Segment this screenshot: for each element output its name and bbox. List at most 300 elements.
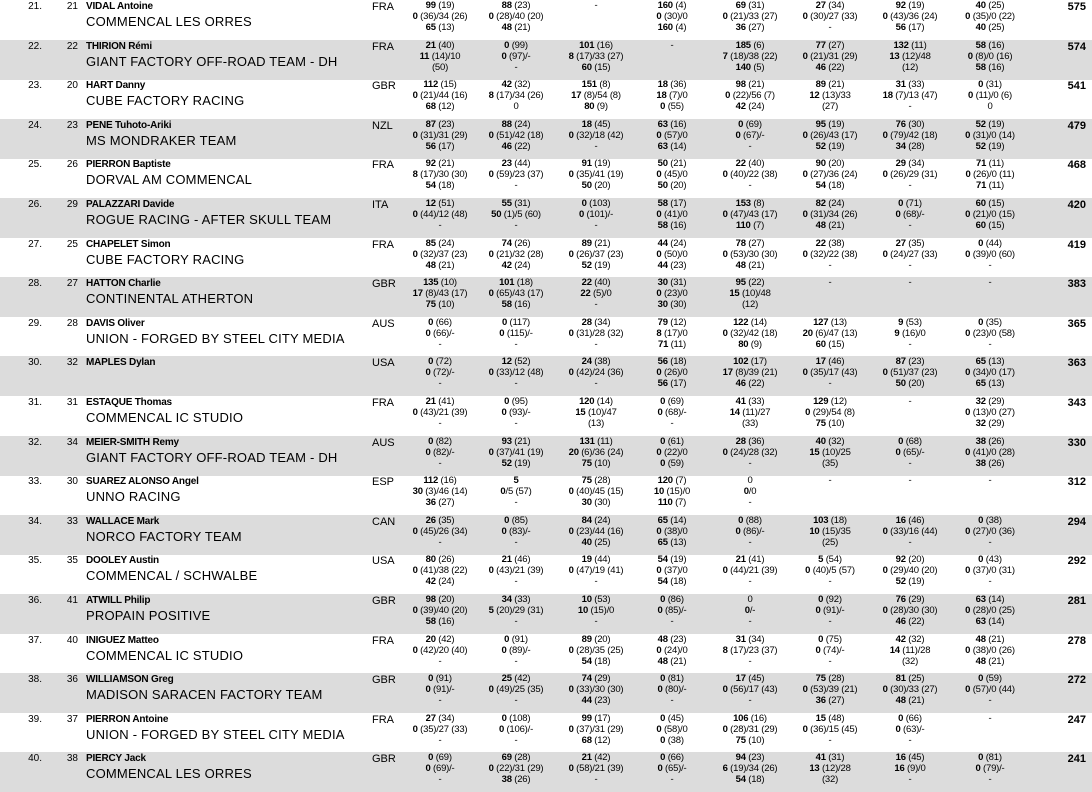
- plate-number: 23: [66, 119, 78, 131]
- stage-points: 0 (71): [898, 198, 922, 209]
- rank-position: 34.: [28, 515, 42, 527]
- stage-points: 44 (24): [657, 237, 687, 249]
- table-row: [0, 436, 1092, 476]
- stage-points: 0 (69): [738, 118, 762, 130]
- stage-breakdown: 0 (69)/-: [425, 763, 455, 775]
- stage-breakdown: 0 (38)/0 (26): [965, 644, 1015, 656]
- stage-final: 80 (9): [584, 101, 608, 113]
- stage-result-cell: [704, 554, 796, 587]
- stage-breakdown: 0 (40)/5 (57): [805, 565, 855, 577]
- stage-result-cell: [864, 238, 956, 271]
- stage-final: -: [908, 457, 912, 469]
- stage-result-cell: [470, 634, 562, 667]
- stage-breakdown: 0/-: [744, 605, 756, 616]
- total-points: 383: [1067, 278, 1086, 291]
- stage-final: 52 (19): [975, 140, 1005, 152]
- stage-breakdown: 13 (12)/28: [809, 763, 851, 775]
- stage-final: -: [438, 655, 442, 667]
- rider-name: HART Danny: [86, 80, 146, 92]
- stage-breakdown: 15 (10)/47: [575, 407, 617, 418]
- stage-points: 19 (44): [581, 554, 611, 566]
- stage-breakdown: 0 (50)/0: [656, 248, 688, 260]
- nationality: GBR: [372, 674, 396, 687]
- stage-result-cell: [864, 594, 956, 627]
- stage-points: 0 (85): [504, 514, 528, 526]
- stage-result-cell: [704, 40, 796, 73]
- stage-breakdown: 0 (66)/-: [425, 327, 455, 339]
- stage-breakdown: 0 (21)/44 (16): [412, 90, 468, 102]
- stage-result-cell: [470, 515, 562, 548]
- stage-final: -: [670, 695, 674, 707]
- stage-breakdown: 0 (26)/37 (23): [568, 248, 624, 260]
- stage-points: 99 (17): [581, 712, 611, 724]
- stage-result-cell: [864, 40, 956, 73]
- stage-final: -: [514, 655, 518, 667]
- stage-breakdown: 0 (86)/-: [735, 525, 765, 537]
- stage-points: 78 (27): [735, 237, 765, 249]
- stage-result-cell: [864, 277, 956, 310]
- plate-number: 28: [66, 317, 78, 329]
- stage-final: 71 (11): [657, 338, 686, 350]
- total-points: 420: [1067, 199, 1086, 211]
- stage-result-cell: [704, 475, 796, 508]
- stage-final: 0: [513, 101, 519, 113]
- stage-breakdown: 0 (93)/-: [501, 407, 531, 418]
- stage-points: 24 (38): [581, 356, 611, 368]
- rank-position: 26.: [28, 199, 42, 210]
- plate-number: 41: [66, 595, 78, 606]
- stage-points: 77 (27): [815, 39, 845, 51]
- stage-final: -: [514, 695, 518, 707]
- stage-breakdown: [784, 486, 876, 497]
- stage-breakdown: 0 (21)/32 (28): [488, 248, 544, 260]
- stage-breakdown: 8 (17)/23 (37): [722, 644, 778, 656]
- stage-breakdown: 8 (17)/0: [656, 327, 688, 339]
- stage-result-cell: [704, 198, 796, 231]
- stage-points: 0 (86): [660, 594, 684, 605]
- stage-points: 0 (81): [660, 673, 684, 685]
- stage-breakdown: 0 (21)/31 (29): [802, 50, 858, 62]
- stage-final: -: [988, 536, 992, 548]
- stage-points: 0: [747, 594, 753, 605]
- stage-breakdown: [944, 724, 1036, 735]
- stage-points: 0 (66): [428, 316, 452, 328]
- stage-result-cell: [784, 634, 876, 667]
- stage-points: 58 (16): [975, 39, 1005, 51]
- stage-final: -: [438, 774, 442, 786]
- stage-points: 82 (24): [815, 198, 845, 209]
- table-row: [0, 356, 1092, 396]
- stage-final: 46 (22): [815, 61, 845, 73]
- stage-points: 0 (38): [978, 514, 1002, 526]
- stage-result-cell: [944, 0, 1036, 33]
- stage-points: 28 (36): [735, 435, 765, 447]
- stage-result-cell: [944, 752, 1036, 785]
- stage-final: 30 (30): [581, 497, 611, 509]
- stage-points: 32 (29): [975, 396, 1005, 407]
- stage-result-cell: [944, 119, 1036, 152]
- plate-number: 38: [66, 753, 78, 765]
- stage-final: 52 (19): [895, 576, 925, 588]
- rank-position: 37.: [28, 634, 42, 646]
- stage-breakdown: 10 (15)/35: [809, 525, 851, 537]
- stage-final: -: [908, 101, 912, 113]
- stage-result-cell: [470, 356, 562, 389]
- stage-points: 0 (66): [660, 752, 684, 764]
- stage-points: 69 (28): [501, 752, 531, 764]
- stage-points: 21 (40): [425, 39, 455, 51]
- stage-points: 16 (46): [895, 514, 925, 526]
- stage-final: -: [594, 140, 598, 152]
- stage-points: 69 (31): [735, 0, 765, 11]
- stage-final: 65 (13): [657, 536, 687, 548]
- stage-result-cell: [470, 79, 562, 112]
- stage-result-cell: [470, 673, 562, 706]
- stage-result-cell: [944, 713, 1036, 746]
- stage-points: 127 (13): [813, 316, 847, 328]
- stage-breakdown: 0 (24)/28 (32): [722, 446, 778, 458]
- stage-breakdown: 0 (41)/38 (22): [412, 565, 468, 577]
- stage-breakdown: 0 (39)/40 (20): [412, 605, 468, 616]
- stage-breakdown: 12 (13)/33: [809, 90, 851, 102]
- stage-final: -: [438, 378, 442, 390]
- stage-points: 101 (18): [499, 277, 533, 289]
- stage-final: -: [908, 734, 912, 746]
- stage-points: 85 (24): [425, 237, 455, 249]
- stage-breakdown: 22 (5)/0: [580, 288, 612, 300]
- stage-breakdown: 0/0: [743, 486, 757, 498]
- stage-final: -: [988, 259, 992, 271]
- stage-result-cell: [470, 594, 562, 627]
- stage-breakdown: 0 (36)/34 (26): [412, 11, 468, 22]
- stage-points: 16 (45): [895, 752, 925, 764]
- stage-final: -: [514, 576, 518, 588]
- stage-points: 0 (44): [978, 237, 1002, 249]
- stage-breakdown: 0 (56)/17 (43): [722, 684, 778, 696]
- stage-result-cell: [470, 198, 562, 231]
- stage-breakdown: 0 (65)/43 (17): [488, 288, 544, 300]
- stage-points: -: [828, 277, 832, 289]
- stage-breakdown: 0 (32)/42 (18): [722, 327, 778, 339]
- stage-points: 30 (31): [657, 277, 687, 289]
- stage-final: [864, 299, 956, 310]
- plate-number: 20: [66, 80, 78, 92]
- stage-points: 92 (19): [895, 0, 925, 11]
- stage-final: 36 (27): [735, 22, 765, 33]
- stage-final: 48 (21): [501, 22, 531, 33]
- stage-result-cell: [704, 356, 796, 389]
- stage-final: (32): [821, 774, 839, 786]
- stage-final: 46 (22): [895, 616, 925, 627]
- stage-points: 27 (34): [425, 712, 455, 724]
- stage-final: 48 (21): [735, 259, 765, 271]
- stage-final: -: [748, 616, 752, 627]
- total-points: 419: [1067, 238, 1086, 251]
- stage-breakdown: 17 (8)/39 (21): [722, 367, 778, 379]
- stage-points: 5: [513, 475, 519, 487]
- stage-breakdown: [864, 288, 956, 299]
- stage-result-cell: [864, 673, 956, 706]
- stage-points: 0 (72): [428, 356, 452, 368]
- stage-points: 93 (21): [501, 435, 531, 447]
- stage-final: 54 (18): [425, 180, 455, 192]
- stage-breakdown: 8 (17)/30 (30): [412, 169, 468, 181]
- stage-final: 140 (5): [735, 61, 765, 73]
- stage-points: 22 (38): [815, 237, 845, 249]
- stage-points: 21 (42): [581, 752, 611, 764]
- stage-result-cell: [704, 515, 796, 548]
- stage-points: 22 (40): [581, 277, 611, 289]
- stage-points: 20 (42): [425, 633, 455, 645]
- total-points: 247: [1067, 713, 1086, 726]
- stage-result-cell: [704, 673, 796, 706]
- stage-breakdown: 0 (35)/27 (33): [412, 723, 468, 735]
- stage-final: -: [828, 22, 832, 33]
- team-name: CONTINENTAL ATHERTON: [86, 291, 254, 307]
- stage-points: 38 (26): [975, 435, 1005, 447]
- stage-breakdown: 0 (40)/45 (15): [568, 486, 624, 498]
- rank-position: 23.: [28, 80, 42, 92]
- stage-breakdown: 0/5 (57): [500, 486, 532, 498]
- stage-result-cell: [784, 475, 876, 508]
- stage-breakdown: 18 (7)/13 (47): [882, 90, 938, 102]
- stage-final: -: [594, 576, 598, 588]
- stage-final: 40 (25): [581, 536, 611, 548]
- stage-breakdown: 0 (43)/36 (24): [882, 11, 938, 22]
- stage-breakdown: 0 (51)/37 (23): [882, 367, 938, 379]
- total-points: 312: [1067, 476, 1086, 489]
- rider-name: CHAPELET Simon: [86, 238, 171, 250]
- stage-points: 0 (103): [581, 198, 611, 209]
- stage-breakdown: 0 (30)/27 (33): [802, 11, 858, 22]
- team-name: COMMENCAL LES ORRES: [86, 14, 252, 29]
- stage-final: -: [828, 655, 832, 667]
- stage-final: 75 (10): [581, 457, 611, 469]
- stage-result-cell: [944, 79, 1036, 112]
- stage-final: -: [438, 734, 442, 746]
- stage-breakdown: 17 (8)/43 (17): [412, 288, 468, 300]
- stage-points: 0 (91): [504, 633, 528, 645]
- stage-points: 17 (45): [735, 673, 765, 685]
- stage-breakdown: 0 (37)/0 (31): [965, 565, 1015, 577]
- stage-result-cell: [704, 317, 796, 350]
- stage-breakdown: 0 (57)/0 (44): [965, 684, 1015, 696]
- rider-name: PIERRON Baptiste: [86, 159, 171, 171]
- stage-points: 129 (12): [813, 396, 847, 407]
- table-row: [0, 475, 1092, 515]
- stage-breakdown: 0 (28)/35 (25): [568, 644, 624, 656]
- stage-points: 42 (32): [501, 79, 531, 91]
- stage-breakdown: 0 (42)/20 (40): [412, 644, 468, 656]
- stage-points: 122 (14): [733, 316, 767, 328]
- total-points: 365: [1067, 317, 1086, 330]
- stage-breakdown: 0 (53)/30 (30): [722, 248, 778, 260]
- stage-points: 92 (20): [895, 554, 925, 566]
- stage-breakdown: 0 (89)/-: [501, 644, 531, 656]
- stage-breakdown: 0 (29)/54 (8): [805, 407, 855, 418]
- stage-points: 63 (16): [657, 118, 687, 130]
- rider-name: HATTON Charlie: [86, 278, 161, 290]
- stage-breakdown: 0 (42)/24 (36): [568, 367, 624, 379]
- stage-points: 58 (17): [657, 198, 687, 209]
- stage-breakdown: 0 (41)/0 (28): [965, 446, 1015, 458]
- nationality: FRA: [372, 1, 394, 13]
- stage-final: 38 (26): [975, 457, 1005, 469]
- stage-breakdown: 0 (32)/18 (42): [568, 129, 624, 141]
- nationality: GBR: [372, 278, 396, 291]
- stage-points: 63 (14): [975, 594, 1005, 605]
- stage-points: 48 (21): [975, 633, 1005, 645]
- stage-final: -: [988, 576, 992, 588]
- stage-final: -: [828, 378, 832, 390]
- stage-final: -: [594, 338, 598, 350]
- stage-breakdown: 0 (72)/-: [425, 367, 455, 379]
- stage-points: 18 (36): [657, 79, 687, 91]
- stage-result-cell: [864, 436, 956, 469]
- stage-breakdown: 0 (33)/12 (48): [488, 367, 544, 379]
- stage-result-cell: [944, 198, 1036, 231]
- stage-result-cell: [470, 713, 562, 746]
- stage-final: 42 (24): [425, 576, 455, 588]
- stage-result-cell: [864, 356, 956, 389]
- stage-points: 71 (11): [975, 158, 1004, 170]
- table-row: [0, 79, 1092, 119]
- stage-points: 132 (11): [893, 39, 927, 51]
- stage-final: 54 (18): [581, 655, 611, 667]
- stage-points: 21 (41): [735, 554, 765, 566]
- total-points: 241: [1067, 753, 1086, 766]
- stage-points: 0 (69): [660, 396, 684, 407]
- rider-name: WALLACE Mark: [86, 515, 160, 527]
- stage-points: 98 (21): [735, 79, 765, 91]
- nationality: FRA: [372, 238, 394, 251]
- team-name: NORCO FACTORY TEAM: [86, 528, 242, 544]
- table-row: [0, 554, 1092, 594]
- stage-points: -: [988, 277, 992, 289]
- stage-breakdown: 0 (85)/-: [657, 605, 687, 616]
- stage-final: -: [514, 338, 518, 350]
- stage-result-cell: [864, 554, 956, 587]
- stage-points: -: [670, 39, 674, 51]
- team-name: MS MONDRAKER TEAM: [86, 132, 237, 148]
- rank-position: 40.: [28, 753, 42, 765]
- stage-final: 63 (14): [657, 140, 687, 152]
- stage-points: 99 (19): [425, 0, 455, 11]
- stage-points: 76 (30): [895, 118, 925, 130]
- rank-position: 36.: [28, 595, 42, 606]
- stage-result-cell: [864, 158, 956, 191]
- table-row: [0, 752, 1092, 792]
- stage-points: 41 (31): [815, 752, 845, 764]
- stage-final: -: [908, 774, 912, 786]
- stage-points: 9 (53): [898, 316, 922, 328]
- stage-result-cell: [784, 277, 876, 310]
- table-row: [0, 396, 1092, 436]
- plate-number: 40: [66, 634, 78, 646]
- stage-final: 48 (21): [425, 259, 455, 271]
- plate-number: 30: [66, 476, 78, 488]
- stage-result-cell: [704, 158, 796, 191]
- stage-final: 0 (59): [660, 457, 684, 469]
- stage-final: 60 (15): [581, 61, 611, 73]
- table-row: [0, 673, 1092, 713]
- stage-result-cell: [470, 436, 562, 469]
- stage-points: 54 (19): [657, 554, 687, 566]
- stage-points: 65 (13): [975, 356, 1005, 368]
- stage-final: 68 (12): [581, 734, 611, 746]
- stage-final: 44 (23): [581, 695, 611, 707]
- stage-final: 54 (18): [657, 576, 687, 588]
- total-points: 278: [1067, 634, 1086, 647]
- team-name: UNION - FORGED BY STEEL CITY MEDIA: [86, 330, 345, 346]
- team-name: COMMENCAL / SCHWALBE: [86, 568, 258, 584]
- stage-breakdown: 0 (65)/-: [657, 763, 687, 775]
- stage-breakdown: 0 (31)/31 (29): [412, 129, 468, 141]
- team-name: UNNO RACING: [86, 489, 181, 505]
- stage-breakdown: 0 (82)/-: [425, 446, 455, 458]
- stage-final: 58 (16): [425, 616, 455, 627]
- stage-result-cell: [704, 0, 796, 33]
- stage-result-cell: [864, 0, 956, 33]
- stage-points: 90 (20): [815, 158, 845, 170]
- nationality: USA: [372, 357, 395, 370]
- stage-result-cell: [704, 119, 796, 152]
- stage-points: 79 (12): [657, 316, 687, 328]
- plate-number: 32: [66, 357, 78, 369]
- stage-points: 92 (21): [425, 158, 455, 170]
- stage-points: 95 (22): [735, 277, 765, 289]
- table-row: [0, 0, 1092, 40]
- stage-breakdown: 0 (30)/33 (27): [882, 684, 938, 696]
- stage-breakdown: 0 (58)/21 (39): [568, 763, 624, 775]
- total-points: 330: [1067, 436, 1086, 449]
- stage-final: -: [438, 220, 442, 231]
- stage-final: -: [908, 536, 912, 548]
- nationality: ITA: [372, 199, 389, 211]
- stage-final: 75 (10): [735, 734, 765, 746]
- stage-points: 81 (25): [895, 673, 925, 685]
- stage-result-cell: [944, 436, 1036, 469]
- stage-final: 110 (7): [657, 497, 687, 509]
- rider-name: DOOLEY Austin: [86, 555, 159, 567]
- stage-points: 135 (10): [423, 277, 457, 289]
- stage-breakdown: 0 (26)/29 (31): [882, 169, 938, 181]
- stage-final: (27): [821, 101, 839, 113]
- rider-name: THIRION Rémi: [86, 40, 152, 52]
- stage-final: -: [748, 576, 752, 588]
- stage-breakdown: 0 (67)/-: [735, 129, 765, 141]
- team-name: GIANT FACTORY OFF-ROAD TEAM - DH: [86, 53, 338, 69]
- stage-breakdown: 0 (31)/0 (14): [965, 129, 1015, 141]
- stage-points: 0 (82): [428, 435, 452, 447]
- stage-breakdown: 0 (80)/-: [657, 684, 687, 696]
- stage-result-cell: [470, 277, 562, 310]
- stage-result-cell: [470, 396, 562, 429]
- stage-final: 38 (26): [501, 774, 531, 786]
- stage-breakdown: 9 (16)/0: [894, 327, 926, 339]
- stage-result-cell: [864, 752, 956, 785]
- stage-result-cell: [470, 317, 562, 350]
- stage-final: -: [988, 695, 992, 707]
- stage-result-cell: [864, 79, 956, 112]
- stage-result-cell: [470, 119, 562, 152]
- plate-number: 33: [66, 515, 78, 527]
- stage-final: -: [594, 220, 598, 231]
- stage-points: 12 (52): [501, 356, 531, 368]
- plate-number: 31: [66, 397, 78, 408]
- stage-result-cell: [704, 436, 796, 469]
- stage-breakdown: 0 (34)/0 (17): [965, 367, 1015, 379]
